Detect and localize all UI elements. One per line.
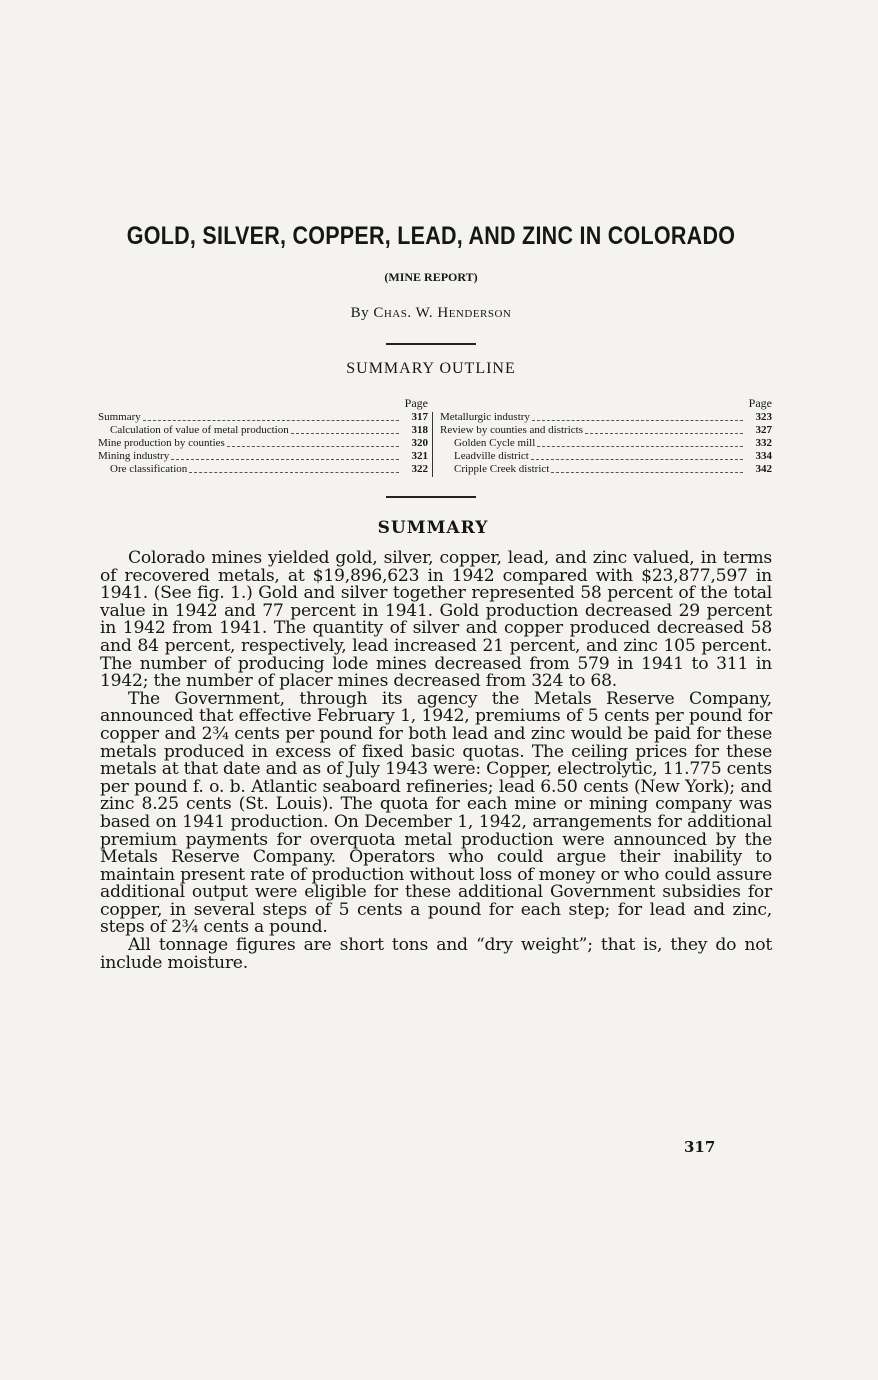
- toc-entry-label: Mine production by counties: [98, 437, 225, 449]
- outline-right-column: [440, 396, 772, 476]
- toc-entry-page: 327: [755, 424, 772, 436]
- byline: [0, 305, 862, 322]
- outline-heading: SUMMARY OUTLINE: [346, 360, 516, 377]
- toc-entry-label: Mining industry: [98, 450, 170, 462]
- toc-entry[interactable]: [98, 424, 428, 437]
- outline-divider: [386, 496, 476, 498]
- toc-entry-page: 321: [411, 450, 428, 462]
- summary-paragraph: All tonnage figures are short tons and “dry weight”; that is, they do not include moisture.: [100, 935, 772, 973]
- toc-entry-label: Review by counties and districts: [440, 424, 583, 436]
- leader-dots: [532, 420, 743, 421]
- leader-dots: [227, 446, 399, 447]
- toc-entry[interactable]: [98, 463, 428, 476]
- leader-dots: [531, 459, 743, 460]
- toc-entry[interactable]: [440, 463, 772, 476]
- page-number: 317: [684, 1138, 716, 1156]
- toc-entry-page: 318: [411, 424, 428, 436]
- leader-dots: [189, 472, 399, 473]
- leader-dots: [537, 446, 743, 447]
- toc-entry-label: Summary: [98, 411, 141, 423]
- toc-entry-label: Metallurgic industry: [440, 411, 530, 423]
- leader-dots: [291, 433, 399, 434]
- summary-paragraph: The Government, through its agency the Metals Reserve Company, announced that effective February 1, 1942, premiums of 5 cents per pound for copper and 2¾ cents per pound for both lead and zinc would be paid for these metals produced in excess of fixed basic quotas. The ceiling prices for these metals at that date and as of July 1943 were: Copper, electrolytic, 11.775 cents per pound f. o. b. Atlantic seaboard refineries; lead 6.50 cents (New York); and zinc 8.25 cents (St. Louis). The quota for each mine or mining company was based on 1941 production. On December 1, 1942, arrangements for additional premium payments for overquota metal production were announced by the Metals Reserve Company. Operators who could argue their inability to maintain present rate of production without loss of money or who could assure additional output were eligible for these additional Government subsidies for copper, in several steps of 5 cents a pound for each step; for lead and zinc, steps of 2¾ cents a pound.: [100, 688, 772, 938]
- toc-entry[interactable]: [98, 411, 428, 424]
- toc-entry-page: 317: [411, 411, 428, 423]
- toc-entry-page: 322: [411, 463, 428, 475]
- summary-heading: SUMMARY: [377, 518, 489, 538]
- toc-entry-label: Ore classification: [110, 463, 188, 475]
- outline-left-column: [98, 396, 428, 476]
- toc-entry-label: Cripple Creek district: [454, 463, 550, 475]
- toc-entry[interactable]: [98, 437, 428, 450]
- leader-dots: [143, 420, 399, 421]
- toc-entry[interactable]: [98, 450, 428, 463]
- toc-entry-page: 334: [755, 450, 772, 462]
- toc-entry-label: Calculation of value of metal production: [110, 424, 289, 436]
- leader-dots: [551, 472, 743, 473]
- page-column-header: Page: [748, 396, 772, 410]
- toc-entry-label: Golden Cycle mill: [454, 437, 536, 449]
- toc-entry-page: 332: [755, 437, 772, 449]
- toc-entry-label: Leadville district: [454, 450, 529, 462]
- toc-entry-page: 320: [411, 437, 428, 449]
- toc-entry[interactable]: [440, 450, 772, 463]
- summary-paragraph: Colorado mines yielded gold, silver, copper, lead, and zinc valued, in terms of recovered metals, at $19,896,623 in 1942 compared with $23,877,597 in 1941. (See fig. 1.) Gold and silver together represented 58 percent of the total value in 1942 and 77 percent in 1941. Gold production decreased 29 percent in 1942 from 1941. The quantity of silver and copper produced decreased 58 and 84 percent, respectively, lead increased 21 percent, and zinc 105 percent. The number of producing lode mines decreased from 579 in 1941 to 311 in 1942; the number of placer mines decreased from 324 to 68.: [100, 548, 772, 692]
- summary-body: [100, 550, 772, 972]
- toc-entry-page: 323: [755, 411, 772, 423]
- page-column-header: Page: [404, 396, 428, 410]
- byline-prefix: By: [350, 305, 370, 321]
- author-name: Chas. W. Henderson: [373, 305, 512, 321]
- outline-column-divider: [432, 412, 433, 477]
- leader-dots: [585, 433, 743, 434]
- toc-entry[interactable]: [440, 437, 772, 450]
- toc-entry[interactable]: [440, 411, 772, 424]
- document-title: GOLD, SILVER, COPPER, LEAD, AND ZINC IN COLORADO: [126, 222, 736, 250]
- document-subtitle: (MINE REPORT): [384, 270, 478, 284]
- toc-entry[interactable]: [440, 424, 772, 437]
- toc-entry-page: 342: [755, 463, 772, 475]
- title-divider: [386, 343, 476, 345]
- leader-dots: [171, 459, 399, 460]
